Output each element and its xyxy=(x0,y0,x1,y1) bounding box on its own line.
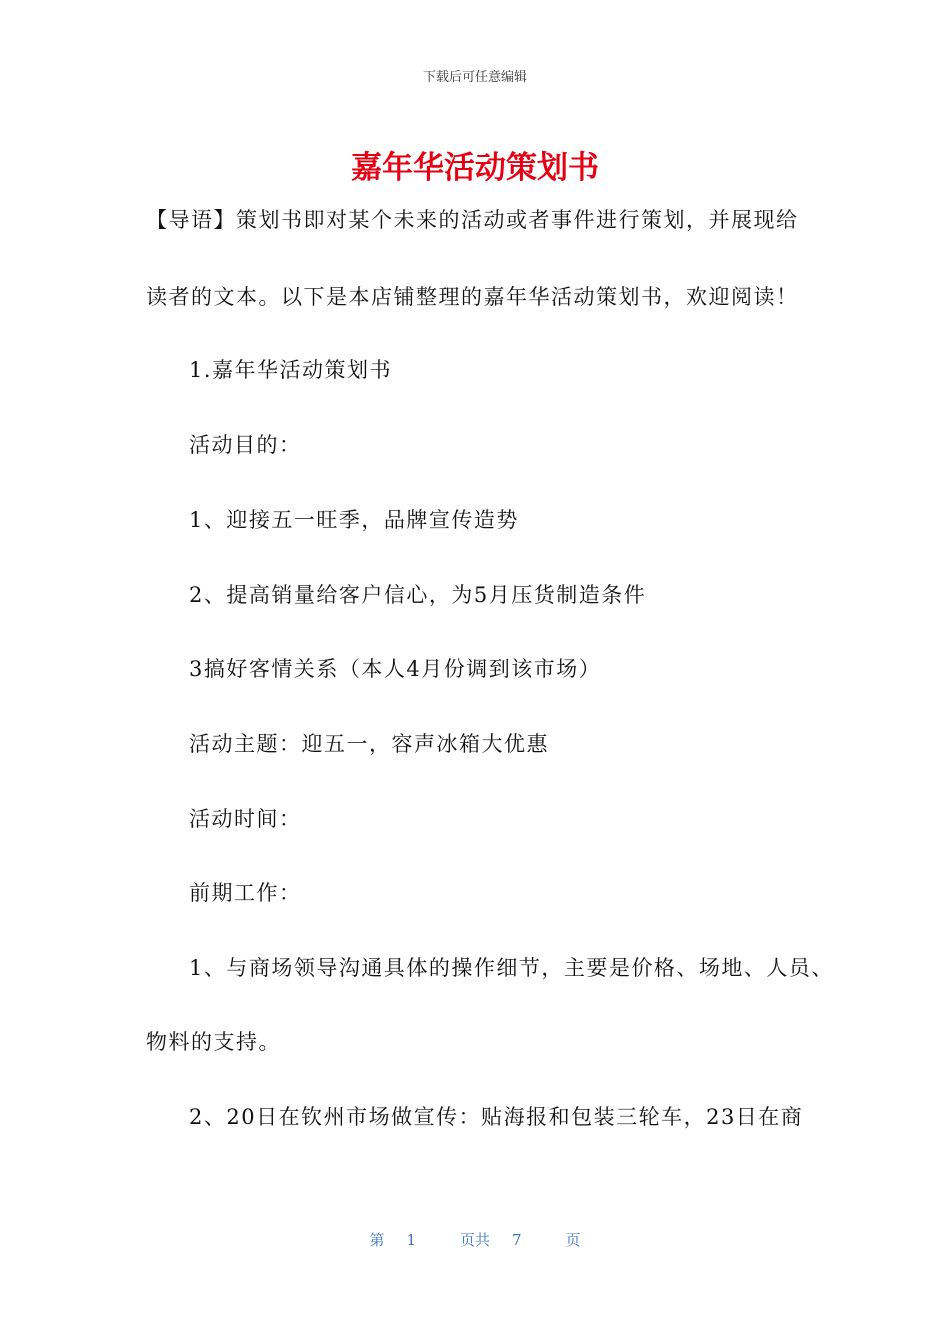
paragraph-line: 活动主题：迎五一，容声冰箱大优惠 xyxy=(189,732,549,756)
paragraph-line: 活动时间： xyxy=(189,807,302,831)
list-item: 2、20日在钦州市场做宣传：贴海报和包装三轮车，23日在商 xyxy=(189,1105,804,1129)
section-heading: 1.嘉年华活动策划书 xyxy=(189,358,393,382)
footer-prefix: 第 xyxy=(369,1231,385,1249)
list-item: 1、与商场领导沟通具体的操作细节，主要是价格、场地、人员、 xyxy=(189,956,834,980)
footer-total-pages: 7 xyxy=(512,1231,522,1249)
paragraph-line: 活动目的： xyxy=(189,433,302,457)
paragraph-line: 物料的支持。 xyxy=(146,1030,281,1054)
paragraph-line: 前期工作： xyxy=(189,881,302,905)
paragraph-line: 【导语】策划书即对某个未来的活动或者事件进行策划，并展现给 xyxy=(146,208,799,232)
footer-middle: 页共 xyxy=(459,1231,490,1249)
list-item: 1、迎接五一旺季，品牌宣传造势 xyxy=(189,508,519,532)
list-item: 3搞好客情关系（本人4月份调到该市场） xyxy=(189,657,602,681)
document-title: 嘉年华活动策划书 xyxy=(351,150,599,186)
footer-current-page: 1 xyxy=(406,1231,416,1249)
paragraph-line: 读者的文本。以下是本店铺整理的嘉年华活动策划书，欢迎阅读！ xyxy=(146,285,799,309)
header-note: 下载后可任意编辑 xyxy=(422,70,527,85)
list-item: 2、提高销量给客户信心，为5月压货制造条件 xyxy=(189,583,647,607)
page-footer xyxy=(0,1229,950,1250)
footer-suffix: 页 xyxy=(565,1231,581,1249)
